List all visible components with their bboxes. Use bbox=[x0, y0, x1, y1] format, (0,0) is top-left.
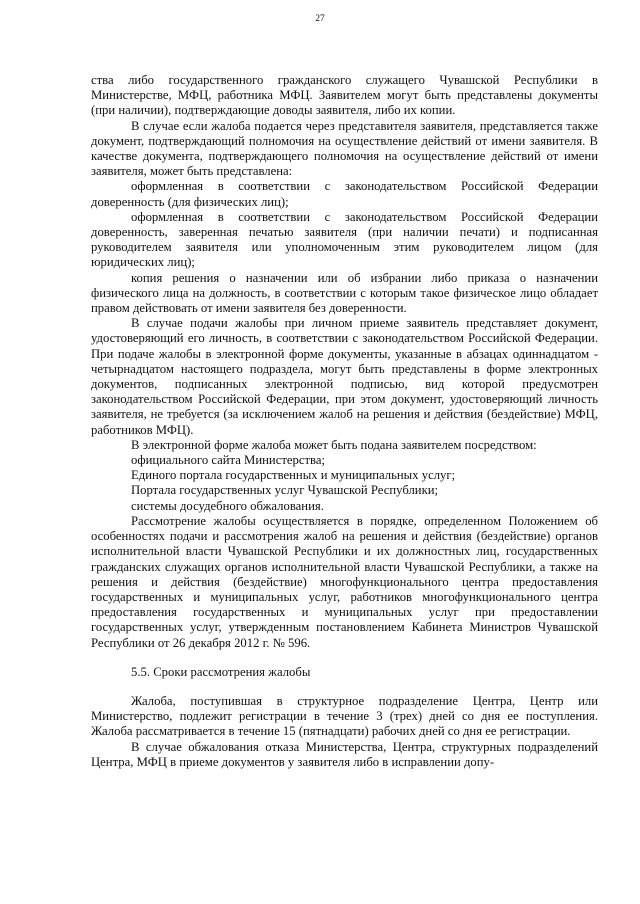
page-number: 27 bbox=[315, 14, 325, 24]
paragraph: Рассмотрение жалобы осуществляется в порядке, определенном Положением об особенностях подачи и рассмотрения жалоб на решения и действия (бездействие) органов исполнительной власти Чувашской Республики и их должностных лиц, государственных гражданских служащих органов исполнительной власти Чувашской Республики, а также на решения и действия (бездействие) многофункционального центра предоставления государственных и муниципальных услуг, работников многофункционального центра предоставления государственных и муниципальных услуг при предоставлении государственных услуг, утвержденным постановлением Кабинета Министров Чувашской Республики от 26 декабря 2012 г. № 596. bbox=[91, 513, 598, 650]
list-item: Портала государственных услуг Чувашской Республики; bbox=[131, 483, 439, 498]
paragraph: В случае если жалоба подается через представителя заявителя, представляется также документ, подтверждающий полномочия на осуществление действий от имени заявителя. В качестве документа, подтверждающего полномочия на осуществление действий от имени заявителя, может быть представлена: bbox=[91, 118, 598, 179]
paragraph: оформленная в соответствии с законодательством Российской Федерации доверенность, заверенная печатью заявителя (при наличии печати) и подписанная руководителем заявителя или уполномоченным этим руководителем лицом (для юридических лиц); bbox=[91, 209, 598, 270]
paragraph: В случае обжалования отказа Министерства, Центра, структурных подразделений Центра, МФЦ в приеме документов у заявителя либо в исправлении допу- bbox=[91, 739, 598, 769]
paragraph: ства либо государственного гражданского служащего Чувашской Республики в Министерстве, МФЦ, работника МФЦ. Заявителем могут быть представлены документы (при наличии), подтверждающие доводы заявителя, либо их копии. bbox=[91, 73, 598, 118]
paragraph: Жалоба, поступившая в структурное подразделение Центра, Центр или Министерство, подлежит регистрации в течение 3 (трех) дней со дня ее поступления. Жалоба рассматривается в течение 15 (пятнадцати) рабочих дней со дня ее регистрации. bbox=[91, 693, 598, 739]
paragraph: В электронной форме жалоба может быть подана заявителем посредством: bbox=[131, 437, 537, 452]
section-heading: 5.5. Сроки рассмотрения жалобы bbox=[131, 664, 311, 679]
paragraph: В случае подачи жалобы при личном приеме заявитель представляет документ, удостоверяющий его личность, в соответствии с законодательством Российской Федерации. При подаче жалобы в электронной форме документы, указанные в абзацах одиннадцатом - четырнадцатом настоящего подраздела, могут быть представлены в форме электронных документов, подписанных электронной подписью, вид которой предусмотрен законодательством Российской Федерации, при этом документ, удостоверяющий личность заявителя, не требуется (за исключением жалоб на решения и действия (бездействие) МФЦ, работников МФЦ). bbox=[91, 316, 598, 437]
document-body bbox=[91, 73, 598, 770]
list-item: Единого портала государственных и муниципальных услуг; bbox=[131, 468, 456, 483]
paragraph: оформленная в соответствии с законодательством Российской Федерации доверенность (для физических лиц); bbox=[91, 179, 598, 209]
list-item: официального сайта Министерства; bbox=[131, 453, 325, 468]
list-item: системы досудебного обжалования. bbox=[131, 498, 324, 513]
paragraph: копия решения о назначении или об избрании либо приказа о назначении физического лица на должность, в соответствии с которым такое физическое лицо обладает правом действовать от имени заявителя без доверенности. bbox=[91, 270, 598, 316]
